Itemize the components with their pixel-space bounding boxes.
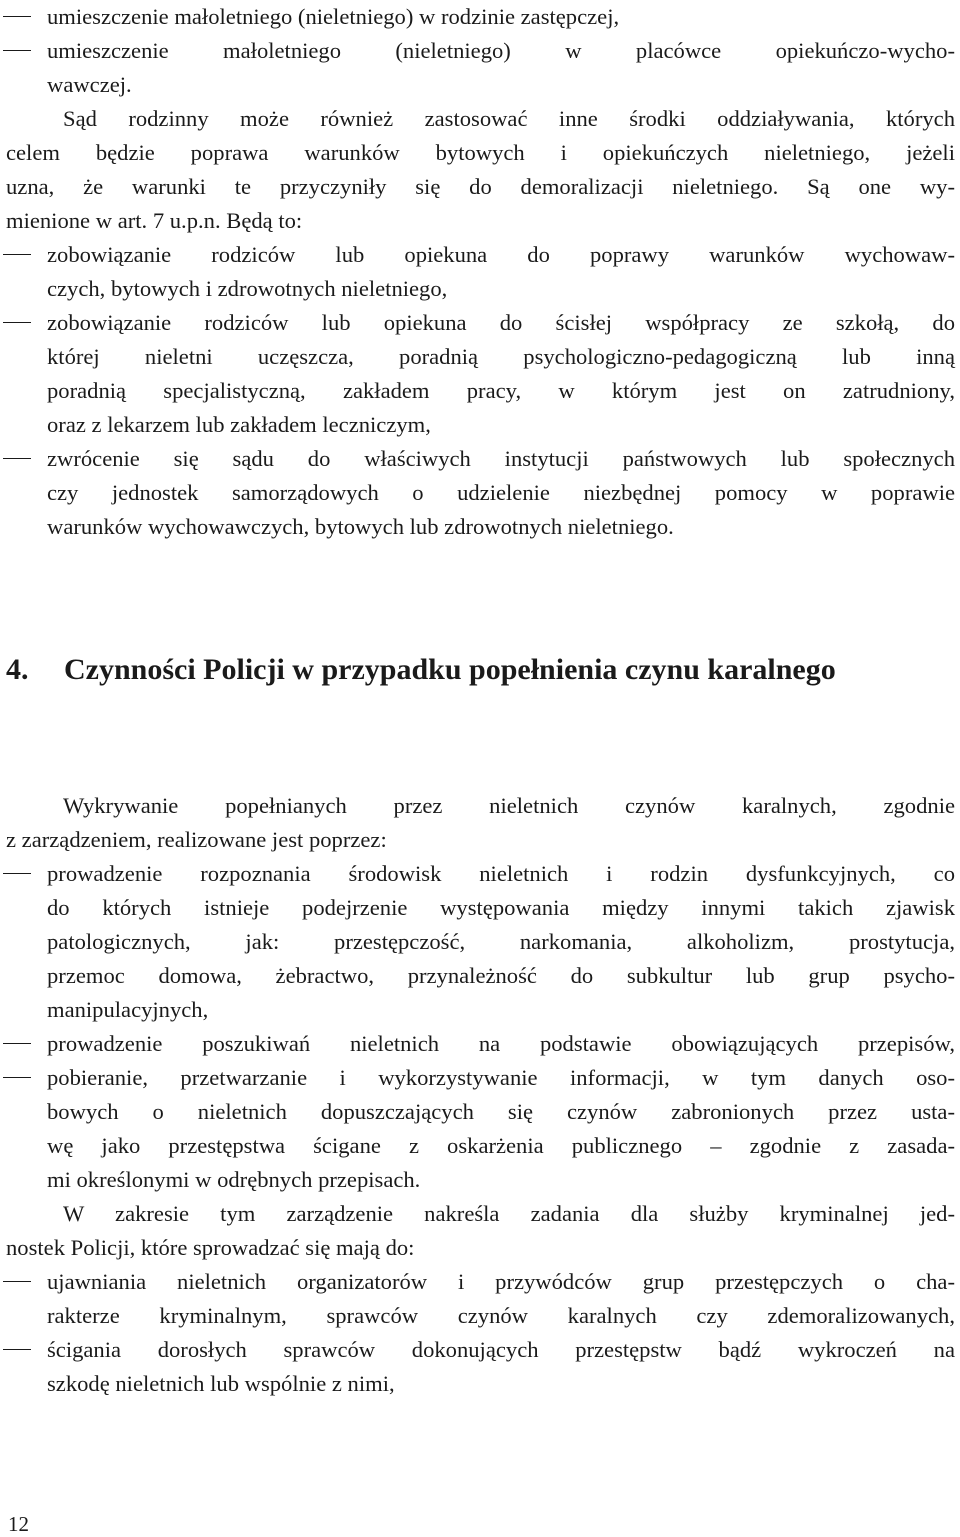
list-dash — [3, 50, 31, 51]
line-text: rakterze kryminalnym, sprawców czynów karalnych czy zdemoralizowanych, — [47, 1303, 955, 1328]
text-line — [0, 1231, 955, 1265]
text-line — [0, 1333, 955, 1367]
line-text: manipulacyjnych, — [47, 997, 209, 1022]
text-line — [0, 1367, 955, 1401]
list-dash — [3, 873, 31, 874]
line-text: umieszczenie małoletniego (nieletniego) w rodzinie zastępczej, — [47, 4, 620, 29]
text-line — [0, 408, 955, 442]
line-text: ścigania dorosłych sprawców dokonujących przestępstw bądź wykroczeń na — [47, 1337, 955, 1362]
text-line — [0, 204, 955, 238]
text-block-lower — [0, 789, 960, 1401]
text-line — [0, 374, 955, 408]
line-text: czy jednostek samorządowych o udzielenie niezbędnej pomocy w poprawie — [47, 480, 955, 505]
line-text: Sąd rodzinny może również zastosować inne środki oddziaływania, których — [63, 106, 955, 131]
line-text: wawczej. — [47, 72, 132, 97]
text-line — [0, 476, 955, 510]
line-text: mienione w art. 7 u.p.n. Będą to: — [6, 208, 303, 233]
text-line — [0, 0, 955, 34]
section-heading — [6, 648, 836, 692]
text-line — [0, 1299, 955, 1333]
text-line — [0, 1027, 955, 1061]
line-text: prowadzenie rozpoznania środowisk nieletnich i rodzin dysfunkcyjnych, co — [47, 861, 955, 886]
line-text: poradnią specjalistyczną, zakładem pracy, w którym jest on zatrudniony, — [47, 378, 955, 403]
text-line — [0, 170, 955, 204]
text-line — [0, 1265, 955, 1299]
line-text: ujawniania nieletnich organizatorów i przywódców grup przestępczych o cha- — [47, 1269, 955, 1294]
text-line — [0, 1163, 955, 1197]
line-text: patologicznych, jak: przestępczość, narkomania, alkoholizm, prostytucja, — [47, 929, 955, 954]
line-text: zobowiązanie rodziców lub opiekuna do poprawy warunków wychowaw- — [47, 242, 955, 267]
line-text: pobieranie, przetwarzanie i wykorzystywanie informacji, w tym danych oso- — [47, 1065, 955, 1090]
line-text: wę jako przestępstwa ścigane z oskarżenia publicznego – zgodnie z zasada- — [47, 1133, 955, 1158]
line-text: do których istnieje podejrzenie występowania między innymi takich zjawisk — [47, 895, 955, 920]
line-text: z zarządzeniem, realizowane jest poprzez: — [6, 827, 387, 852]
text-line — [0, 857, 955, 891]
line-text: zobowiązanie rodziców lub opiekuna do ścisłej współpracy ze szkołą, do — [47, 310, 955, 335]
text-line — [0, 891, 955, 925]
line-text: oraz z lekarzem lub zakładem leczniczym, — [47, 412, 431, 437]
line-text: celem będzie poprawa warunków bytowych i opiekuńczych nieletniego, jeżeli — [6, 140, 955, 165]
text-line — [0, 238, 955, 272]
text-line — [0, 993, 955, 1027]
page-number: 12 — [8, 1512, 29, 1536]
line-text: której nieletni uczęszcza, poradnią psychologiczno-pedagogiczną lub inną — [47, 344, 955, 369]
text-line — [0, 925, 955, 959]
list-dash — [3, 1077, 31, 1078]
list-dash — [3, 16, 31, 17]
line-text: nostek Policji, które sprowadzać się mają do: — [6, 1235, 415, 1260]
line-text: szkodę nieletnich lub wspólnie z nimi, — [47, 1371, 395, 1396]
text-line — [0, 68, 955, 102]
list-dash — [3, 458, 31, 459]
text-line — [0, 442, 955, 476]
list-dash — [3, 322, 31, 323]
text-block-upper — [0, 0, 960, 544]
text-line — [0, 1061, 955, 1095]
list-dash — [3, 1043, 31, 1044]
line-text: zwrócenie się sądu do właściwych instytucji państwowych lub społecznych — [47, 446, 955, 471]
list-dash — [3, 1349, 31, 1350]
text-line — [0, 1197, 955, 1231]
text-line — [0, 789, 955, 823]
line-text: uzna, że warunki te przyczyniły się do demoralizacji nieletniego. Są one wy- — [6, 174, 955, 199]
text-line — [0, 510, 955, 544]
line-text: przemoc domowa, żebractwo, przynależność do subkultur lub grup psycho- — [47, 963, 955, 988]
line-text: W zakresie tym zarządzenie nakreśla zadania dla służby kryminalnej jed- — [63, 1201, 955, 1226]
text-line — [0, 823, 955, 857]
list-dash — [3, 1281, 31, 1282]
section-number: 4. — [6, 653, 29, 686]
text-line — [0, 1095, 955, 1129]
list-dash — [3, 254, 31, 255]
line-text: Wykrywanie popełnianych przez nieletnich czynów karalnych, zgodnie — [63, 793, 955, 818]
text-line — [0, 272, 955, 306]
line-text: prowadzenie poszukiwań nieletnich na podstawie obowiązujących przepisów, — [47, 1031, 955, 1056]
text-line — [0, 306, 955, 340]
line-text: bowych o nieletnich dopuszczających się czynów zabronionych przez usta- — [47, 1099, 955, 1124]
line-text: warunków wychowawczych, bytowych lub zdrowotnych nieletniego. — [47, 514, 674, 539]
line-text: mi określonymi w odrębnych przepisach. — [47, 1167, 421, 1192]
text-line — [0, 102, 955, 136]
text-line — [0, 136, 955, 170]
section-title: Czynności Policji w przypadku popełnienia czynu karalnego — [64, 653, 836, 686]
text-line — [0, 959, 955, 993]
text-line — [0, 340, 955, 374]
line-text: czych, bytowych i zdrowotnych nieletniego, — [47, 276, 448, 301]
line-text: umieszczenie małoletniego (nieletniego) w placówce opiekuńczo-wycho- — [47, 38, 955, 63]
text-line — [0, 1129, 955, 1163]
text-line — [0, 34, 955, 68]
